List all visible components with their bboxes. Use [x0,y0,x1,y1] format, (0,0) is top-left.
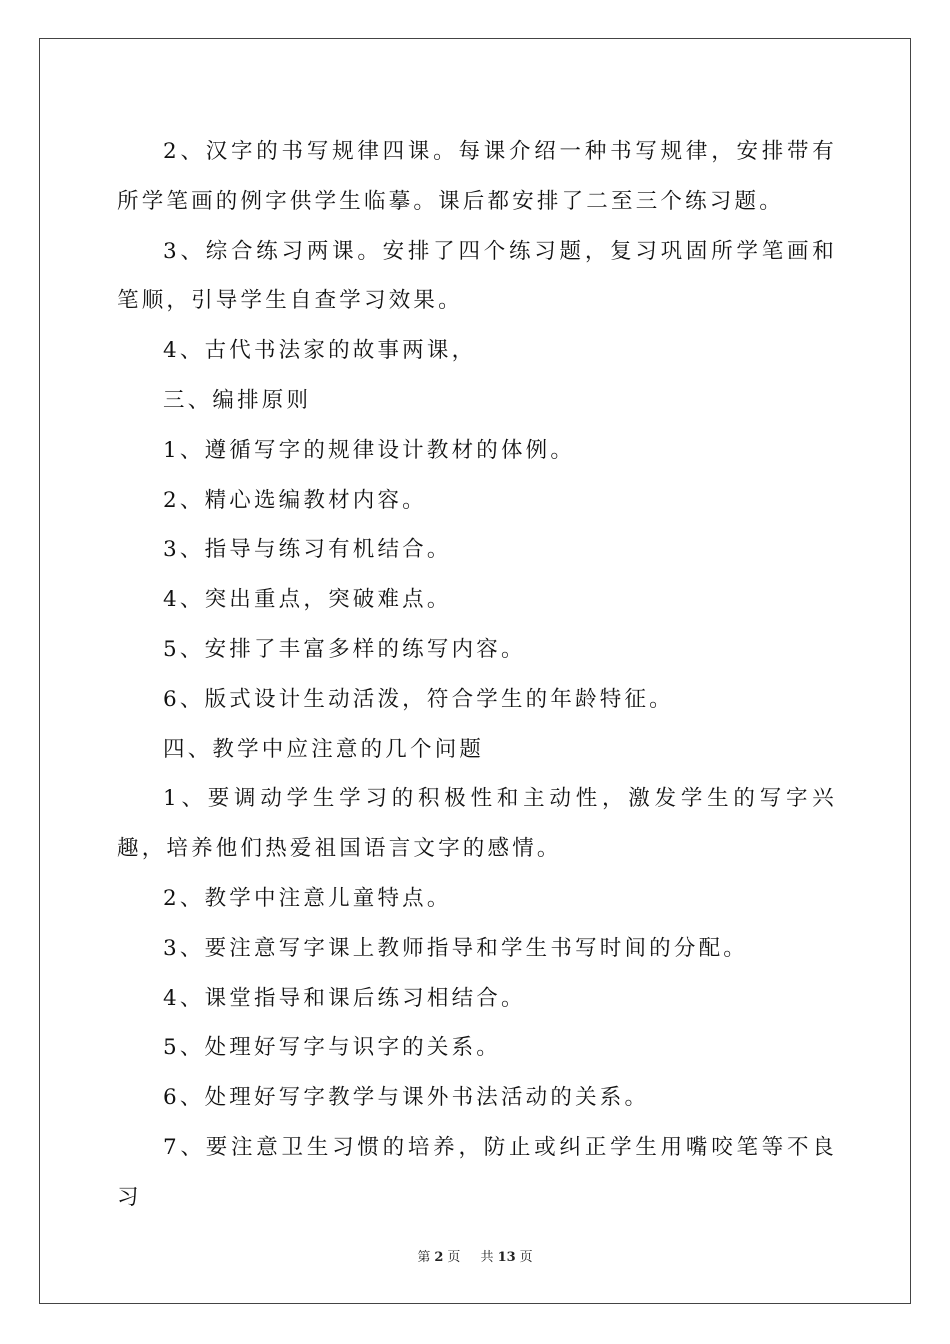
paragraph: 3、要注意写字课上教师指导和学生书写时间的分配。 [163,935,748,961]
paragraph: 5、处理好写字与识字的关系。 [163,1035,501,1061]
total-prefix: 共 [480,1250,494,1265]
paragraph: 1、要调动学生学习的积极性和主动性，激发学生的写字兴趣，培养他们热爱祖国语言文字的感情。 [117,786,837,862]
paragraph: 4、突出重点，突破难点。 [163,587,452,613]
paragraph: 4、课堂指导和课后练习相结合。 [163,985,526,1011]
total-pages: 13 [497,1250,516,1265]
total-indicator [477,1250,537,1265]
page-number: 2 [434,1250,444,1265]
section-heading: 四、教学中应注意的几个问题 [163,736,485,762]
paragraph: 3、综合练习两课。安排了四个练习题，复习巩固所学笔画和笔顺，引导学生自查学习效果。 [117,238,837,314]
paragraph: 3、指导与练习有机结合。 [163,537,452,563]
paragraph: 2、汉字的书写规律四课。每课介绍一种书写规律，安排带有所学笔画的例字供学生临摹。课后都安排了二至三个练习题。 [117,139,837,214]
paragraph: 7、要注意卫生习惯的培养，防止或纠正学生用嘴咬笔等不良习 [117,1134,837,1210]
section-heading: 三、编排原则 [163,387,312,413]
paragraph: 2、精心选编教材内容。 [163,487,427,513]
paragraph: 2、教学中注意儿童特点。 [163,885,452,911]
page-suffix: 页 [447,1250,461,1265]
total-suffix: 页 [519,1250,533,1265]
paragraph: 1、遵循写字的规律设计教材的体例。 [163,437,576,463]
page-indicator [413,1250,464,1265]
paragraph: 4、古代书法家的故事两课， [163,338,477,364]
paragraph: 6、处理好写字教学与课外书法活动的关系。 [163,1085,650,1111]
paragraph: 5、安排了丰富多样的练写内容。 [163,636,526,662]
page-footer [0,1246,950,1265]
paragraph: 6、版式设计生动活泼，符合学生的年龄特征。 [163,686,674,712]
page-prefix: 第 [417,1250,431,1265]
document-body [117,127,837,1223]
